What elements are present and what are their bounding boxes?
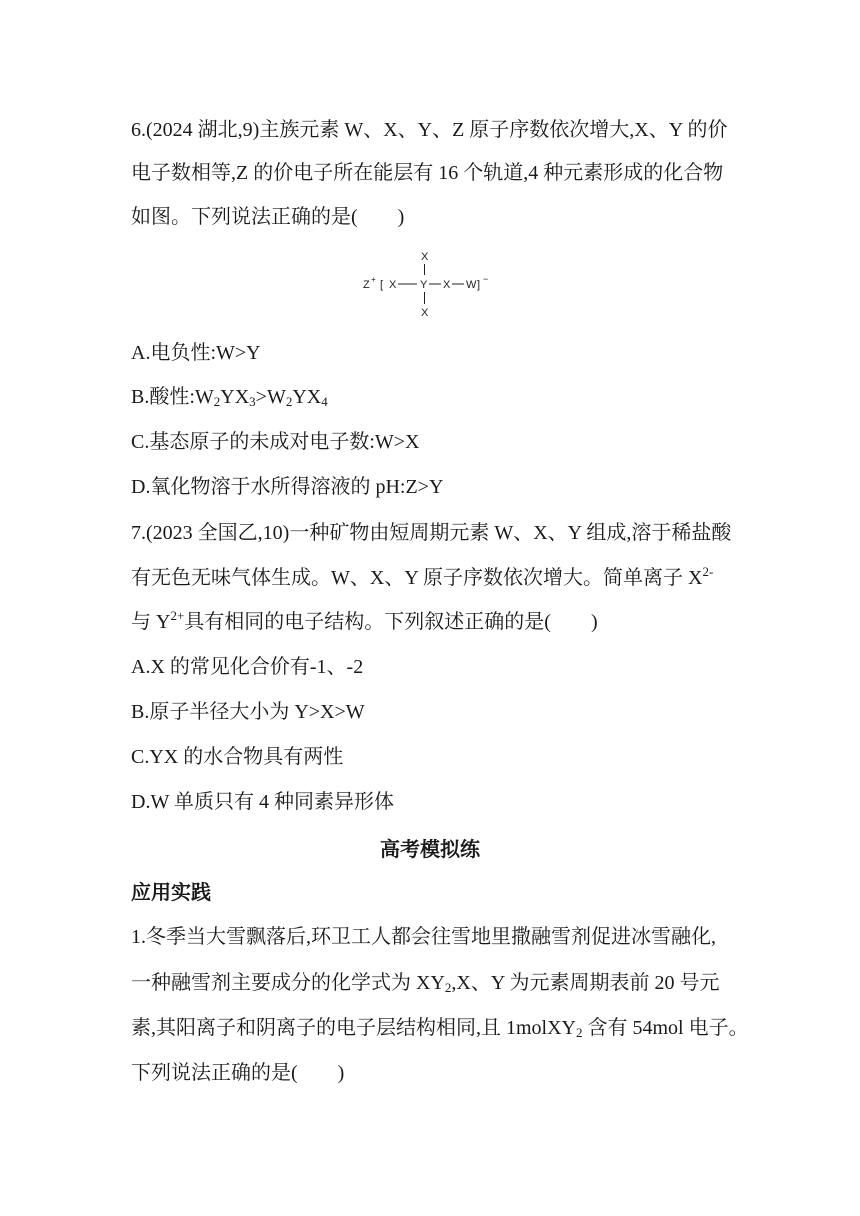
subsection-title: 应用实践 [131,880,211,904]
struct-bracket-open: [ [380,279,384,291]
q7-stem-line-2-text: 有无色无味气体生成。W、X、Y 原子序数依次增大。简单离子 X [131,567,703,589]
q6-option-b [131,382,328,412]
q6-stem-line-1: 6.(2024 湖北,9)主族元素 W、X、Y、Z 原子序数依次增大,X、Y 的价 [131,119,728,141]
q6-option-b-part-3: YX [292,386,322,408]
q6-option-d: D.氧化物溶于水所得溶液的 pH:Z>Y [131,476,444,498]
q7-option-d: D.W 单质只有 4 种同素异形体 [131,791,394,813]
q6-stem-line-2: 电子数相等,Z 的价电子所在能层有 16 个轨道,4 种元素形成的化合物 [131,162,724,184]
q1-stem-line-2 [131,968,720,998]
q6-option-a: A.电负性:W>Y [131,342,261,364]
q6-option-b-sub-1: 2 [213,394,221,409]
q1-formula-sub-1: 2 [444,980,452,995]
q6-option-c: C.基态原子的未成对电子数:W>X [131,431,420,453]
struct-center-y: Y [420,279,428,291]
struct-left-x: X [389,279,397,291]
q7-stem-line-3-a: 与 Y [131,611,171,633]
q7-option-b: B.原子半径大小为 Y>X>W [131,701,365,723]
q7-stem-line-2 [131,563,713,593]
struct-mid-x: X [443,279,451,291]
compound-structure-diagram [355,244,515,324]
struct-end-w: W [466,279,477,291]
q7-stem-line-3-b: 具有相同的电子结构。下列叙述正确的是( ) [184,611,598,633]
struct-top-x: X [421,251,429,263]
q1-formula-sub-2: 2 [576,1025,583,1040]
q6-option-b-part-2: >W [255,386,286,408]
q7-ion-charge-x: 2- [702,564,714,579]
q1-stem-line-3-a: 素,其阳离子和阴离子的电子层结构相同,且 1molXY [131,1017,576,1039]
q6-option-b-sub-2: 3 [249,394,256,409]
q7-ion-charge-y: 2+ [170,608,185,623]
q7-stem-line-3 [131,607,598,637]
struct-cation-charge: + [371,275,376,284]
q7-option-a: A.X 的常见化合价有-1、-2 [131,656,364,678]
q6-option-b-prefix: B.酸性:W [131,386,214,408]
q1-stem-line-3-b: 含有 54mol 电子。 [582,1017,749,1039]
q7-option-c: C.YX 的水合物具有两性 [131,746,344,768]
struct-anion-charge: − [483,274,489,284]
q1-stem-line-1: 1.冬季当大雪飘落后,环卫工人都会往雪地里撒融雪剂促进冰雪融化, [131,926,716,948]
section-title: 高考模拟练 [380,837,480,861]
q1-stem-line-3 [131,1013,749,1043]
q1-stem-line-2-b: ,X、Y 为元素周期表前 20 号元 [451,972,720,994]
struct-bottom-x: X [421,307,429,319]
q6-stem-line-3: 如图。下列说法正确的是( ) [131,206,405,228]
struct-bracket-close: ] [477,279,481,291]
struct-cation: Z [363,279,370,291]
q6-option-b-sub-3: 2 [285,394,293,409]
q1-stem-line-4: 下列说法正确的是( ) [131,1062,345,1084]
q6-option-b-part-1: YX [220,386,250,408]
q1-stem-line-2-a: 一种融雪剂主要成分的化学式为 XY [131,972,445,994]
q7-stem-line-1: 7.(2023 全国乙,10)一种矿物由短周期元素 W、X、Y 组成,溶于稀盐酸 [131,522,732,544]
q6-option-b-sub-4: 4 [321,394,328,409]
